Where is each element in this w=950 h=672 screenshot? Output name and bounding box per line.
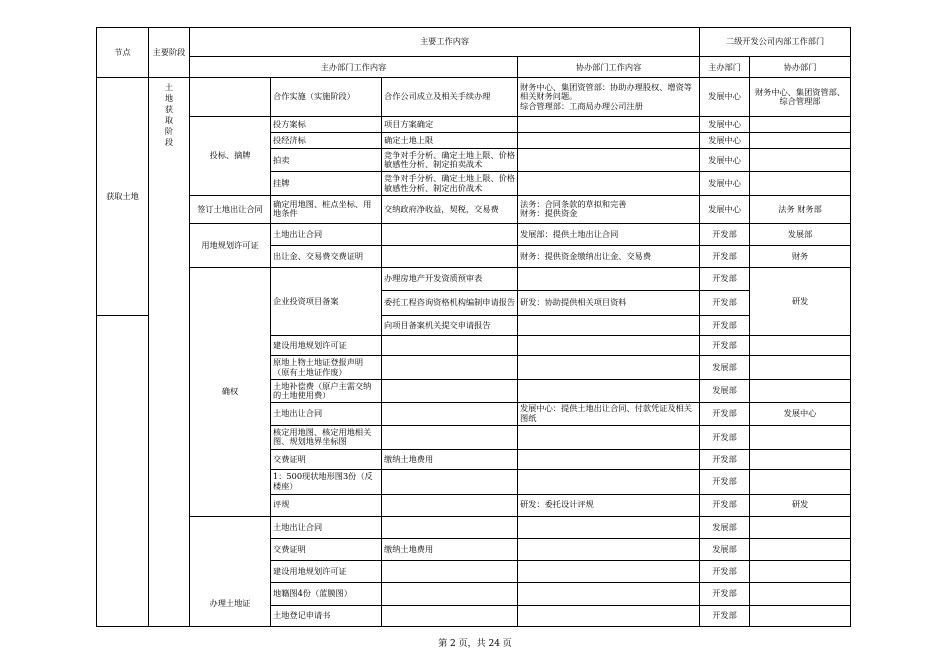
row-assist-work (518, 356, 700, 380)
row-assist-work (518, 172, 700, 195)
row-assist-dept (750, 356, 851, 380)
group-certificate: 办理土地证 (190, 516, 271, 626)
header-stage: 主要阶段 (149, 28, 190, 78)
header-dept-group: 二级开发公司内部工作部门 (700, 28, 851, 57)
row-host-dept: 开发部 (700, 470, 750, 494)
row-host-dept: 开发部 (700, 335, 750, 355)
row-task (382, 516, 518, 538)
row-item: 确定用地图、桩点坐标、用地条件 (271, 195, 382, 223)
row-assist-dept (750, 172, 851, 195)
row-assist-work (518, 583, 700, 605)
row-task: 缴纳土地费用 (382, 538, 518, 560)
group-confirm: 确权 (190, 268, 271, 516)
row-host-dept: 开发部 (700, 268, 750, 290)
row-task (382, 335, 518, 355)
row-task (382, 561, 518, 583)
row-item: 地籍图4份（蓝膜图） (271, 583, 382, 605)
row-item: 土地登记申请书 (271, 605, 382, 626)
row-assist-work (518, 149, 700, 172)
row-item: 核定用地图、核定用地相关图、规划地界坐标图 (271, 425, 382, 449)
row-host-dept: 开发部 (700, 223, 750, 245)
row-assist-dept (750, 149, 851, 172)
row-host-dept: 发展部 (700, 516, 750, 538)
stage-label: 土地获取阶段 (164, 82, 174, 148)
row-assist-dept (750, 116, 851, 132)
row-host-dept: 开发部 (700, 561, 750, 583)
row-assist-work: 法务：合同条款的草拟和完善 财务：提供资金 (518, 195, 700, 223)
row-assist-dept: 法务 财务部 (750, 195, 851, 223)
header-main-content: 主要工作内容 (190, 28, 700, 57)
row-host-dept: 开发部 (700, 605, 750, 626)
row-host-dept: 发展中心 (700, 172, 750, 195)
row-item: 建设用地规划许可证 (271, 335, 382, 355)
row-item: 投经济标 (271, 133, 382, 149)
row-item: 评规 (271, 494, 382, 516)
group-plan-permit: 用地规划许可证 (190, 223, 271, 267)
row-assist-dept (750, 335, 851, 355)
row-item: 投方案标 (271, 116, 382, 132)
row-item: 出让金、交易费交费证明 (271, 246, 382, 268)
row-item: 企业投资项目备案 (271, 268, 382, 336)
row-task (382, 380, 518, 402)
row-task (382, 223, 518, 245)
row-assist-dept: 财务 (750, 246, 851, 268)
row-task (382, 402, 518, 425)
row-item: 交费证明 (271, 538, 382, 560)
row-assist-dept (750, 133, 851, 149)
row-item: 土地出让合同 (271, 516, 382, 538)
row-assist-work (518, 425, 700, 449)
row-task: 确定土地上限 (382, 133, 518, 149)
row-assist-work (518, 380, 700, 402)
row-assist-work (518, 470, 700, 494)
row-task: 项目方案确定 (382, 116, 518, 132)
row-host-dept: 发展部 (700, 380, 750, 402)
row-task: 委托工程咨询资格机构编制申请报告 (382, 290, 518, 315)
row-assist-work (518, 268, 700, 290)
row-assist-work (518, 561, 700, 583)
row-task (382, 494, 518, 516)
stage-cell (149, 78, 190, 627)
row-item: 1：500现状地形图3份（反楼座） (271, 470, 382, 494)
row-host-dept: 发展中心 (700, 195, 750, 223)
row-host-dept: 开发部 (700, 425, 750, 449)
row-host-dept: 发展部 (700, 538, 750, 560)
row-assist-work (518, 450, 700, 470)
row-assist-work (518, 538, 700, 560)
header-node: 节点 (97, 28, 149, 78)
row-assist-dept: 发展部 (750, 223, 851, 245)
header-assist-content: 协办部门工作内容 (518, 57, 700, 78)
row-task (382, 356, 518, 380)
row-assist-work: 财务中心、集团资管部：协助办理股权、增资等相关财务问题。 综合管理部：工商局办理公司注册 (518, 78, 700, 116)
row-task (382, 246, 518, 268)
row-item: 挂牌 (271, 172, 382, 195)
row-assist-dept (750, 450, 851, 470)
row-item: 原地上物土地证登报声明（原有土地证作废） (271, 356, 382, 380)
row-task (382, 605, 518, 626)
row-host-dept: 开发部 (700, 494, 750, 516)
row-assist-work (518, 315, 700, 335)
row-assist-dept: 财务中心、集团资管部、综合管理部 (750, 78, 851, 116)
row-task: 交纳政府净收益，契税，交易费 (382, 195, 518, 223)
row-task (382, 583, 518, 605)
row-assist-dept (750, 425, 851, 449)
row-assist-work: 研发：协助提供相关项目资料 (518, 290, 700, 315)
row-assist-work: 发展部：提供土地出让合同 (518, 223, 700, 245)
row-item: 土地补偿费（原户主需交纳的土地使用费） (271, 380, 382, 402)
row-task: 合作公司成立及相关手续办理 (382, 78, 518, 116)
row-item: 土地出让合同 (271, 402, 382, 425)
row-assist-work (518, 516, 700, 538)
row-item: 合作实施（实施阶段） (271, 78, 382, 116)
row-host-dept: 开发部 (700, 450, 750, 470)
row-item: 土地出让合同 (271, 223, 382, 245)
row-assist-dept: 研发 (750, 494, 851, 516)
row-host-dept: 开发部 (700, 290, 750, 315)
row-task: 办理房地产开发资质预审表 (382, 268, 518, 290)
group-empty (190, 78, 271, 116)
row-assist-dept (750, 470, 851, 494)
row-host-dept: 开发部 (700, 402, 750, 425)
row-host-dept: 发展中心 (700, 149, 750, 172)
page-footer: 第 2 页，共 24 页 (438, 639, 512, 649)
row-assist-dept (750, 516, 851, 538)
row-assist-dept (750, 538, 851, 560)
row-task: 竞争对手分析、确定土地上限、价格敏感性分析、制定出价战术 (382, 172, 518, 195)
node-empty (97, 315, 149, 626)
row-host-dept: 开发部 (700, 246, 750, 268)
header-host-content: 主办部门工作内容 (190, 57, 518, 78)
row-item: 交费证明 (271, 450, 382, 470)
row-assist-dept (750, 583, 851, 605)
row-host-dept: 开发部 (700, 583, 750, 605)
row-item: 拍卖 (271, 149, 382, 172)
row-item: 建设用地规划许可证 (271, 561, 382, 583)
header-assist-dept: 协办部门 (750, 57, 851, 78)
row-assist-dept (750, 380, 851, 402)
group-sign: 签订土地出让合同 (190, 195, 271, 223)
node-cell: 获取土地 (97, 78, 149, 315)
row-assist-work (518, 116, 700, 132)
row-task: 向项目备案机关提交申请报告 (382, 315, 518, 335)
row-task (382, 425, 518, 449)
row-host-dept: 开发部 (700, 315, 750, 335)
row-assist-work (518, 133, 700, 149)
workflow-table (96, 27, 851, 627)
row-host-dept: 发展中心 (700, 133, 750, 149)
row-assist-dept: 研发 (750, 268, 851, 336)
row-task: 竞争对手分析、确定土地上限、价格敏感性分析、制定拍卖战术 (382, 149, 518, 172)
row-assist-work (518, 335, 700, 355)
row-assist-work: 财务：提供资金缴纳出让金、交易费 (518, 246, 700, 268)
row-assist-work (518, 605, 700, 626)
row-task: 缴纳土地费用 (382, 450, 518, 470)
row-assist-dept: 发展中心 (750, 402, 851, 425)
group-bid: 投标、摘牌 (190, 116, 271, 195)
header-host-dept: 主办部门 (700, 57, 750, 78)
row-assist-dept (750, 561, 851, 583)
row-assist-dept (750, 605, 851, 626)
row-host-dept: 发展部 (700, 356, 750, 380)
row-assist-work: 研发：委托设计评规 (518, 494, 700, 516)
row-assist-work: 发展中心：提供土地出让合同、付款凭证及相关图纸 (518, 402, 700, 425)
row-host-dept: 发展中心 (700, 116, 750, 132)
row-task (382, 470, 518, 494)
row-host-dept: 发展中心 (700, 78, 750, 116)
